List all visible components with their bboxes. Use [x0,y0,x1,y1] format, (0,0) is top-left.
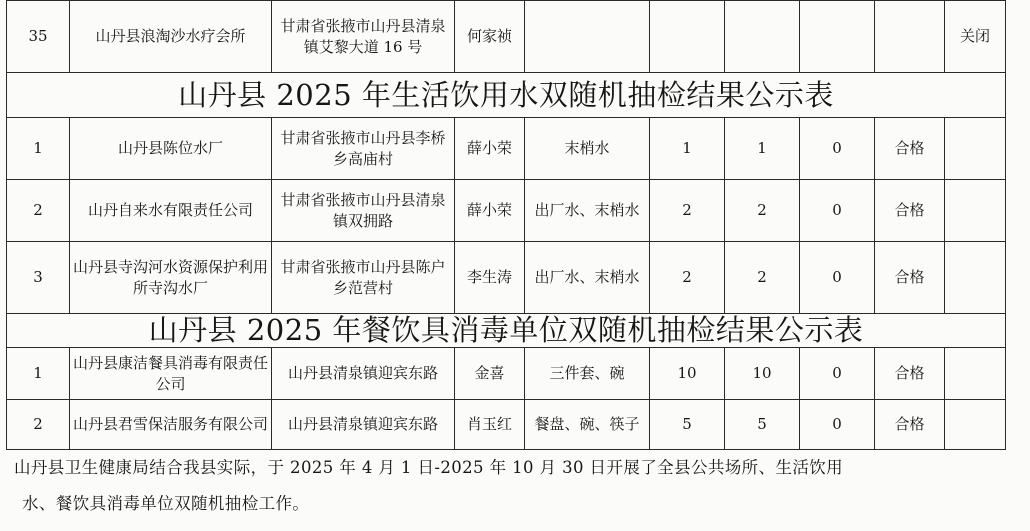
failed-count: 0 [800,242,875,314]
unit-name: 山丹县陈位水厂 [70,118,272,180]
unit-address: 甘肃省张掖市山丹县李桥乡高庙村 [272,118,455,180]
inspection-item: 餐盘、碗、筷子 [525,400,650,450]
passed-count [725,1,800,73]
summary-note-line2: 水、餐饮具消毒单位双随机抽检工作。 [22,494,310,513]
failed-count: 0 [800,118,875,180]
failed-count: 0 [800,180,875,242]
unit-address: 山丹县清泉镇迎宾东路 [272,400,455,450]
result-cell [875,1,945,73]
passed-count: 2 [725,180,800,242]
inspection-item: 三件套、碗 [525,348,650,400]
inspection-item: 出厂水、末梢水 [525,242,650,314]
unit-address: 甘肃省张掖市山丹县清泉镇艾黎大道 16 号 [272,1,455,73]
result-cell: 合格 [875,118,945,180]
legal-person: 李生涛 [455,242,525,314]
remark-cell [945,348,1006,400]
unit-name: 山丹县君雪保洁服务有限公司 [70,400,272,450]
result-cell: 合格 [875,348,945,400]
sampled-count: 2 [650,180,725,242]
unit-name: 山丹县康洁餐具消毒有限责任公司 [70,348,272,400]
row-number: 2 [7,400,70,450]
section-title-tableware: 山丹县 2025 年餐饮具消毒单位双随机抽检结果公示表 [7,314,1006,348]
remark-cell [945,400,1006,450]
table-row [7,180,1006,242]
table-row [7,400,1006,450]
table-row [7,348,1006,400]
remark-cell: 关闭 [945,1,1006,73]
passed-count: 10 [725,348,800,400]
failed-count: 0 [800,348,875,400]
unit-address: 甘肃省张掖市山丹县清泉镇双拥路 [272,180,455,242]
remark-cell [945,118,1006,180]
legal-person: 薛小荣 [455,118,525,180]
table-row [7,118,1006,180]
remark-cell [945,242,1006,314]
failed-count [800,1,875,73]
unit-address: 甘肃省张掖市山丹县陈户乡范营村 [272,242,455,314]
sampled-count [650,1,725,73]
legal-person: 何家祯 [455,1,525,73]
unit-address: 山丹县清泉镇迎宾东路 [272,348,455,400]
inspection-item: 末梢水 [525,118,650,180]
summary-note-line1: 山丹县卫生健康局结合我县实际，于 2025 年 4 月 1 日-2025 年 10 月 30 日开展了全县公共场所、生活饮用 [14,458,844,477]
unit-name: 山丹县浪淘沙水疗会所 [70,1,272,73]
inspection-item: 出厂水、末梢水 [525,180,650,242]
sampled-count: 5 [650,400,725,450]
section-title-row [7,314,1006,348]
remark-cell [945,180,1006,242]
row-number: 35 [7,1,70,73]
result-cell: 合格 [875,242,945,314]
sampled-count: 1 [650,118,725,180]
passed-count: 5 [725,400,800,450]
passed-count: 2 [725,242,800,314]
legal-person: 薛小荣 [455,180,525,242]
unit-name: 山丹县寺沟河水资源保护利用所寺沟水厂 [70,242,272,314]
legal-person: 金喜 [455,348,525,400]
results-table [6,0,1006,450]
sampled-count: 10 [650,348,725,400]
sampled-count: 2 [650,242,725,314]
row-number: 1 [7,348,70,400]
row-number: 3 [7,242,70,314]
passed-count: 1 [725,118,800,180]
result-cell: 合格 [875,180,945,242]
inspection-item [525,1,650,73]
summary-note [14,450,1019,522]
section-title-row [7,73,1006,118]
legal-person: 肖玉红 [455,400,525,450]
table-row [7,242,1006,314]
failed-count: 0 [800,400,875,450]
unit-name: 山丹自来水有限责任公司 [70,180,272,242]
table-row [7,1,1006,73]
row-number: 1 [7,118,70,180]
row-number: 2 [7,180,70,242]
section-title-water: 山丹县 2025 年生活饮用水双随机抽检结果公示表 [7,73,1006,118]
result-cell: 合格 [875,400,945,450]
